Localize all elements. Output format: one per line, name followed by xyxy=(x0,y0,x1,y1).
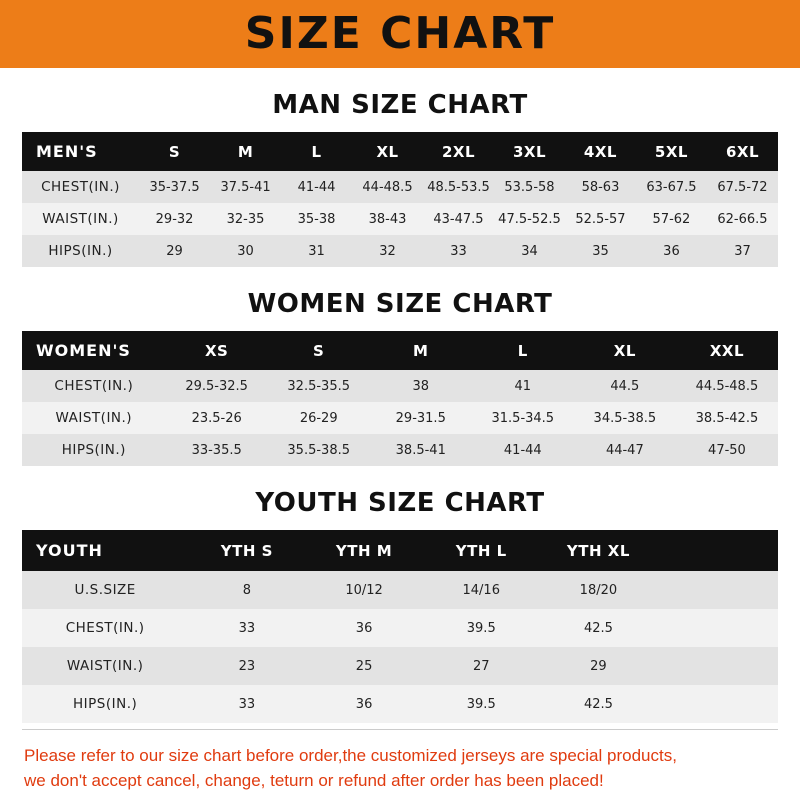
women-cell: 32.5-35.5 xyxy=(268,370,370,402)
women-cell: 47-50 xyxy=(676,434,778,466)
men-col-header: 5XL xyxy=(654,142,688,161)
men-cell: 43-47.5 xyxy=(423,203,494,235)
table-row xyxy=(22,402,778,434)
men-cell: 37.5-41 xyxy=(210,171,281,203)
youth-cell: 36 xyxy=(305,685,422,723)
women-col-header: XL xyxy=(613,341,636,360)
women-cell: 26-29 xyxy=(268,402,370,434)
youth-table-header-row xyxy=(22,530,778,571)
men-cell: 48.5-53.5 xyxy=(423,171,494,203)
youth-col-header: YTH S xyxy=(220,541,273,560)
women-col-header: XS xyxy=(204,341,229,360)
women-cell: 38.5-41 xyxy=(370,434,472,466)
women-row-label: WAIST(IN.) xyxy=(22,402,166,434)
men-col-header: 6XL xyxy=(725,142,759,161)
women-row-label-header: WOMEN'S xyxy=(36,341,131,360)
men-row-label: WAIST(IN.) xyxy=(22,203,139,235)
men-col-header: M xyxy=(237,142,254,161)
youth-col-header: YTH L xyxy=(455,541,507,560)
youth-cell: 42.5 xyxy=(540,609,657,647)
men-table-header-row xyxy=(22,132,778,171)
women-section-title: WOMEN SIZE CHART xyxy=(247,289,553,319)
women-cell: 34.5-38.5 xyxy=(574,402,676,434)
women-cell: 44-47 xyxy=(574,434,676,466)
table-row xyxy=(22,571,778,609)
men-cell: 29-32 xyxy=(139,203,210,235)
women-col-header: XXL xyxy=(709,341,745,360)
footer-note xyxy=(0,744,800,793)
footer-note-line-2: we don't accept cancel, change, teturn or refund after order has been placed! xyxy=(24,770,604,790)
men-cell: 47.5-52.5 xyxy=(494,203,565,235)
table-row xyxy=(22,370,778,402)
youth-cell-spacer xyxy=(657,647,778,685)
youth-row-label: CHEST(IN.) xyxy=(22,609,188,647)
women-size-table xyxy=(22,331,778,466)
men-cell: 62-66.5 xyxy=(707,203,778,235)
youth-cell: 36 xyxy=(305,609,422,647)
women-cell: 29-31.5 xyxy=(370,402,472,434)
women-cell: 44.5 xyxy=(574,370,676,402)
women-cell: 33-35.5 xyxy=(166,434,268,466)
men-col-header: XL xyxy=(376,142,399,161)
women-row-label: HIPS(IN.) xyxy=(22,434,166,466)
men-cell: 52.5-57 xyxy=(565,203,636,235)
men-cell: 53.5-58 xyxy=(494,171,565,203)
table-row xyxy=(22,609,778,647)
men-cell: 57-62 xyxy=(636,203,707,235)
women-col-header: L xyxy=(517,341,528,360)
youth-cell: 39.5 xyxy=(423,609,540,647)
men-col-header: L xyxy=(311,142,322,161)
youth-row-label: HIPS(IN.) xyxy=(22,685,188,723)
women-cell: 23.5-26 xyxy=(166,402,268,434)
men-cell: 58-63 xyxy=(565,171,636,203)
youth-row-label-header: YOUTH xyxy=(36,541,103,560)
men-size-table xyxy=(22,132,778,267)
youth-cell: 23 xyxy=(188,647,305,685)
men-col-header: S xyxy=(168,142,181,161)
youth-cell: 18/20 xyxy=(540,571,657,609)
youth-cell: 14/16 xyxy=(423,571,540,609)
youth-cell: 42.5 xyxy=(540,685,657,723)
youth-cell: 33 xyxy=(188,609,305,647)
men-cell: 67.5-72 xyxy=(707,171,778,203)
women-col-header: S xyxy=(313,341,325,360)
youth-header-spacer xyxy=(657,530,778,571)
youth-section-title: YOUTH SIZE CHART xyxy=(255,488,545,518)
youth-col-header: YTH M xyxy=(335,541,393,560)
youth-cell: 27 xyxy=(423,647,540,685)
men-cell: 31 xyxy=(281,235,352,267)
footer-divider xyxy=(22,729,778,730)
youth-cell: 25 xyxy=(305,647,422,685)
men-cell: 41-44 xyxy=(281,171,352,203)
men-cell: 33 xyxy=(423,235,494,267)
women-cell: 38 xyxy=(370,370,472,402)
footer-note-line-1: Please refer to our size chart before order,the customized jerseys are special products, xyxy=(24,746,677,765)
men-cell: 35-38 xyxy=(281,203,352,235)
men-cell: 37 xyxy=(707,235,778,267)
youth-cell: 8 xyxy=(188,571,305,609)
youth-cell-spacer xyxy=(657,685,778,723)
youth-cell-spacer xyxy=(657,609,778,647)
youth-size-table xyxy=(22,530,778,723)
men-row-label: HIPS(IN.) xyxy=(22,235,139,267)
men-row-label: CHEST(IN.) xyxy=(22,171,139,203)
women-cell: 41-44 xyxy=(472,434,574,466)
men-cell: 44-48.5 xyxy=(352,171,423,203)
youth-row-label: WAIST(IN.) xyxy=(22,647,188,685)
men-cell: 34 xyxy=(494,235,565,267)
table-row xyxy=(22,685,778,723)
table-row xyxy=(22,235,778,267)
men-section-title: MAN SIZE CHART xyxy=(272,90,528,120)
men-row-label-header: MEN'S xyxy=(36,142,98,161)
table-row xyxy=(22,203,778,235)
men-cell: 38-43 xyxy=(352,203,423,235)
women-cell: 31.5-34.5 xyxy=(472,402,574,434)
youth-row-label: U.S.SIZE xyxy=(22,571,188,609)
men-col-header: 4XL xyxy=(583,142,617,161)
youth-cell: 39.5 xyxy=(423,685,540,723)
women-table-header-row xyxy=(22,331,778,370)
page-title: SIZE CHART xyxy=(244,8,556,59)
table-row xyxy=(22,171,778,203)
women-cell: 41 xyxy=(472,370,574,402)
women-cell: 38.5-42.5 xyxy=(676,402,778,434)
men-cell: 35-37.5 xyxy=(139,171,210,203)
women-cell: 29.5-32.5 xyxy=(166,370,268,402)
table-row xyxy=(22,434,778,466)
youth-cell-spacer xyxy=(657,571,778,609)
women-cell: 35.5-38.5 xyxy=(268,434,370,466)
youth-size-section xyxy=(0,488,800,723)
men-cell: 32-35 xyxy=(210,203,281,235)
youth-col-header: YTH XL xyxy=(566,541,630,560)
page-banner xyxy=(0,0,800,68)
women-cell: 44.5-48.5 xyxy=(676,370,778,402)
men-cell: 35 xyxy=(565,235,636,267)
men-size-section xyxy=(0,90,800,267)
youth-cell: 10/12 xyxy=(305,571,422,609)
men-col-header: 3XL xyxy=(512,142,546,161)
women-size-section xyxy=(0,289,800,466)
men-cell: 32 xyxy=(352,235,423,267)
table-row xyxy=(22,647,778,685)
men-cell: 29 xyxy=(139,235,210,267)
women-row-label: CHEST(IN.) xyxy=(22,370,166,402)
men-cell: 30 xyxy=(210,235,281,267)
men-col-header: 2XL xyxy=(441,142,476,161)
youth-cell: 29 xyxy=(540,647,657,685)
women-col-header: M xyxy=(413,341,429,360)
men-cell: 36 xyxy=(636,235,707,267)
men-cell: 63-67.5 xyxy=(636,171,707,203)
youth-cell: 33 xyxy=(188,685,305,723)
